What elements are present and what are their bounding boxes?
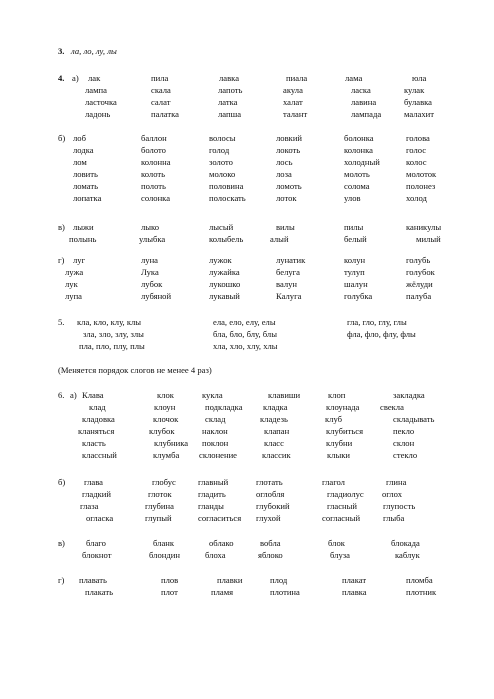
- exercise-6a-word: подкладка: [205, 402, 243, 412]
- exercise-6v-word: облако: [209, 538, 234, 548]
- exercise-6v-word: блоха: [205, 550, 226, 560]
- exercise-4g-word: палуба: [406, 291, 432, 301]
- exercise-4a-word: лак: [88, 73, 101, 83]
- exercise-4b-word: ловкий: [276, 133, 303, 143]
- section-3-number: 3.: [58, 46, 65, 56]
- exercise-4b-word: ломоть: [276, 181, 302, 191]
- exercise-4b-word: волосы: [209, 133, 236, 143]
- exercise-6a-word: клад: [89, 402, 106, 412]
- section-4g-label: г): [58, 255, 65, 265]
- exercise-4g-word: жёлуди: [406, 279, 433, 289]
- exercise-4a-word: скала: [151, 85, 171, 95]
- exercise-4g-word: лупа: [65, 291, 82, 301]
- exercise-6b-word: гладкий: [82, 489, 111, 499]
- exercise-6b-word: оглох: [382, 489, 403, 499]
- exercise-6b-word: гладить: [198, 489, 226, 499]
- section-5-note: (Меняется порядок слогов не менее 4 раз): [58, 365, 212, 375]
- exercise-4b-word: баллон: [141, 133, 167, 143]
- exercise-6g-word: плавки: [217, 575, 243, 585]
- section-6a-label: а): [70, 390, 77, 400]
- exercise-4a-word: лампа: [85, 85, 107, 95]
- exercise-6g-word: плотина: [270, 587, 300, 597]
- exercise-6b-word: глупость: [383, 501, 416, 511]
- exercise-6a-word: склонение: [199, 450, 238, 460]
- exercise-6b-word: согласный: [322, 513, 361, 523]
- exercise-6a-word: клубни: [326, 438, 353, 448]
- exercise-4a-word: лапоть: [218, 85, 243, 95]
- exercise-4g-word: лукошко: [209, 279, 241, 289]
- exercise-4a-word: лапша: [218, 109, 242, 119]
- exercise-4v-word: колыбель: [209, 234, 244, 244]
- exercise-4b-word: лоб: [73, 133, 86, 143]
- exercise-4a-word: булавка: [404, 97, 432, 107]
- exercise-6b-word: гласный: [327, 501, 357, 511]
- exercise-4g-word: лужайка: [209, 267, 240, 277]
- exercise-4g-word: лужок: [209, 255, 232, 265]
- exercise-5-syllables: пла, пло, плу, плы: [79, 341, 145, 351]
- exercise-6g-word: плавка: [342, 587, 367, 597]
- exercise-6a-word: свекла: [380, 402, 404, 412]
- exercise-5-syllables: кла, кло, клу, клы: [77, 317, 142, 327]
- exercise-6a-word: кукла: [202, 390, 223, 400]
- exercise-4a-word: пила: [151, 73, 169, 83]
- section-5-number: 5.: [58, 317, 65, 327]
- exercise-6v-word: бланк: [153, 538, 175, 548]
- exercise-4a-word: ласка: [351, 85, 371, 95]
- exercise-6g-word: пламя: [211, 587, 234, 597]
- section-3-text: ла, ло, лу, лы: [71, 46, 117, 56]
- exercise-4a-word: лама: [345, 73, 363, 83]
- section-6g-label: г): [58, 575, 65, 585]
- exercise-4v-word: лыжи: [73, 222, 94, 232]
- section-6b-label: б): [58, 477, 66, 487]
- exercise-6b-word: главный: [198, 477, 229, 487]
- exercise-4b-word: голод: [209, 145, 230, 155]
- exercise-4b-word: ловить: [73, 169, 98, 179]
- exercise-4b-word: голос: [406, 145, 427, 155]
- exercise-6v-word: блокнот: [82, 550, 112, 560]
- exercise-4b-word: колонка: [344, 145, 373, 155]
- exercise-4b-word: золото: [209, 157, 233, 167]
- exercise-4b-word: улов: [344, 193, 361, 203]
- exercise-4v-word: алый: [270, 234, 289, 244]
- exercise-4g-word: лукавый: [209, 291, 240, 301]
- exercise-6a-word: Клава: [82, 390, 104, 400]
- exercise-6g-word: плов: [161, 575, 179, 585]
- section-4v-label: в): [58, 222, 65, 232]
- exercise-4b-word: холод: [406, 193, 427, 203]
- exercise-6g-word: плакать: [85, 587, 114, 597]
- exercise-6b-word: глубокий: [256, 501, 290, 511]
- exercise-4b-word: молоток: [406, 169, 437, 179]
- exercise-6a-word: клумба: [153, 450, 180, 460]
- exercise-6v-word: блокада: [391, 538, 420, 548]
- exercise-6g-word: плавать: [79, 575, 107, 585]
- exercise-4a-word: палатка: [151, 109, 179, 119]
- exercise-4g-word: луна: [141, 255, 158, 265]
- exercise-6a-word: классный: [82, 450, 117, 460]
- exercise-4a-word: юла: [412, 73, 427, 83]
- exercise-4g-word: тулуп: [344, 267, 365, 277]
- exercise-4b-word: колос: [406, 157, 427, 167]
- exercise-4b-word: солонка: [141, 193, 171, 203]
- exercise-4a-word: пиала: [286, 73, 308, 83]
- exercise-6a-word: кладовка: [82, 414, 115, 424]
- exercise-6a-word: клоунада: [326, 402, 360, 412]
- exercise-4b-word: лоток: [276, 193, 297, 203]
- exercise-5-syllables: бла, бло, блу, блы: [213, 329, 277, 339]
- exercise-5-syllables: зла, зло, злу, злы: [83, 329, 144, 339]
- exercise-4b-word: холодный: [344, 157, 380, 167]
- section-4-number: 4.: [58, 73, 65, 83]
- exercise-4v-word: полынь: [69, 234, 97, 244]
- exercise-6a-word: клубника: [154, 438, 189, 448]
- exercise-5-syllables: хла, хло, хлу, хлы: [213, 341, 278, 351]
- exercise-6b-word: глупый: [145, 513, 172, 523]
- exercise-4g-word: лук: [65, 279, 78, 289]
- exercise-6v-word: благо: [86, 538, 106, 548]
- exercise-4g-word: лубок: [141, 279, 163, 289]
- exercise-6a-word: клыки: [327, 450, 351, 460]
- exercise-4a-word: кулак: [404, 85, 425, 95]
- exercise-6v-word: блондин: [149, 550, 180, 560]
- exercise-4g-word: голубь: [406, 255, 431, 265]
- exercise-6a-word: кланяться: [78, 426, 115, 436]
- exercise-4g-word: Калуга: [276, 291, 302, 301]
- exercise-4b-word: лось: [276, 157, 293, 167]
- exercise-6a-word: наклон: [202, 426, 228, 436]
- exercise-6a-word: кладка: [263, 402, 288, 412]
- exercise-4v-word: вилы: [276, 222, 295, 232]
- exercise-4v-word: каникулы: [406, 222, 442, 232]
- exercise-6a-word: клавиши: [268, 390, 301, 400]
- exercise-6a-word: клубиться: [326, 426, 364, 436]
- exercise-4a-word: лавина: [351, 97, 377, 107]
- exercise-4g-word: лубяной: [141, 291, 172, 301]
- exercise-6b-word: глаза: [80, 501, 99, 511]
- exercise-4b-word: лодка: [73, 145, 94, 155]
- exercise-4v-word: белый: [344, 234, 367, 244]
- exercise-4a-word: ладонь: [85, 109, 111, 119]
- exercise-4b-word: колоть: [141, 169, 166, 179]
- exercise-6b-word: глагол: [322, 477, 345, 487]
- exercise-4g-word: голубка: [344, 291, 373, 301]
- exercise-4v-word: лыко: [141, 222, 160, 232]
- exercise-6g-word: плакат: [342, 575, 367, 585]
- exercise-6v-word: каблук: [395, 550, 420, 560]
- exercise-4g-word: лужа: [65, 267, 84, 277]
- exercise-4b-word: полоть: [141, 181, 166, 191]
- exercise-4g-word: колун: [344, 255, 366, 265]
- exercise-4v-word: улыбка: [139, 234, 166, 244]
- exercise-4g-word: лунатик: [276, 255, 306, 265]
- exercise-4b-word: полоскать: [209, 193, 246, 203]
- exercise-4b-word: болото: [141, 145, 166, 155]
- section-4b-label: б): [58, 133, 66, 143]
- exercise-4b-word: лоза: [276, 169, 292, 179]
- exercise-4g-word: валун: [276, 279, 298, 289]
- exercise-4g-word: белуга: [276, 267, 300, 277]
- exercise-6a-word: клочок: [153, 414, 179, 424]
- exercise-4b-word: солома: [344, 181, 370, 191]
- exercise-4b-word: голова: [406, 133, 430, 143]
- exercise-6a-word: склон: [393, 438, 415, 448]
- exercise-4a-word: акула: [283, 85, 303, 95]
- exercise-4b-word: лопатка: [73, 193, 102, 203]
- exercise-5-syllables: гла, гло, глу, глы: [347, 317, 407, 327]
- exercise-6g-word: плотник: [406, 587, 437, 597]
- exercise-4g-word: Лука: [141, 267, 159, 277]
- exercise-6b-word: глава: [84, 477, 103, 487]
- exercise-6v-word: блок: [328, 538, 345, 548]
- exercise-6b-word: глубина: [145, 501, 174, 511]
- exercise-4g-word: луг: [73, 255, 86, 265]
- exercise-6v-word: вобла: [260, 538, 281, 548]
- exercise-6a-word: клоун: [154, 402, 176, 412]
- exercise-5-syllables: фла, фло, флу, флы: [347, 329, 416, 339]
- exercise-4a-word: лампада: [351, 109, 382, 119]
- exercise-4a-word: малахит: [404, 109, 435, 119]
- exercise-6a-word: складывать: [393, 414, 435, 424]
- exercise-6a-word: кладезь: [260, 414, 288, 424]
- exercise-6b-word: глина: [386, 477, 407, 487]
- exercise-6b-word: глухой: [256, 513, 281, 523]
- exercise-6b-word: глотать: [256, 477, 283, 487]
- exercise-4b-word: молоть: [344, 169, 370, 179]
- exercise-4b-word: болонка: [344, 133, 374, 143]
- exercise-6g-word: плод: [270, 575, 288, 585]
- exercise-5-syllables: ела, ело, елу, елы: [213, 317, 276, 327]
- exercise-6a-word: клоп: [328, 390, 346, 400]
- exercise-6b-word: глобус: [152, 477, 176, 487]
- exercise-6v-word: блуза: [330, 550, 350, 560]
- exercise-4b-word: колонна: [141, 157, 171, 167]
- exercise-6a-word: клапан: [264, 426, 290, 436]
- exercise-4b-word: локоть: [276, 145, 301, 155]
- exercise-6a-word: закладка: [393, 390, 425, 400]
- exercise-4b-word: половина: [209, 181, 244, 191]
- exercise-4a-word: ласточка: [85, 97, 117, 107]
- exercise-4b-word: лом: [73, 157, 87, 167]
- exercise-6b-word: гланды: [198, 501, 224, 511]
- exercise-6v-word: яблоко: [258, 550, 283, 560]
- exercise-6a-word: склад: [205, 414, 226, 424]
- exercise-6b-word: глоток: [148, 489, 172, 499]
- exercise-4g-word: шалун: [344, 279, 368, 289]
- exercise-6b-word: согласиться: [198, 513, 242, 523]
- exercise-6b-word: гладиолус: [327, 489, 364, 499]
- exercise-4b-word: молоко: [209, 169, 236, 179]
- exercise-4b-word: полонез: [406, 181, 436, 191]
- exercise-4g-word: голубок: [406, 267, 435, 277]
- exercise-6a-word: клок: [157, 390, 174, 400]
- exercise-4a-word: лавка: [219, 73, 240, 83]
- exercise-6a-word: класс: [264, 438, 284, 448]
- exercise-6a-word: класть: [82, 438, 106, 448]
- exercise-4a-word: талант: [283, 109, 308, 119]
- exercise-4b-word: ломать: [73, 181, 99, 191]
- exercise-4a-word: халат: [283, 97, 303, 107]
- exercise-6b-word: огласка: [86, 513, 114, 523]
- exercise-6a-word: стекло: [393, 450, 418, 460]
- exercise-4v-word: пилы: [344, 222, 364, 232]
- exercise-6a-word: поклон: [202, 438, 229, 448]
- section-6v-label: в): [58, 538, 65, 548]
- section-6-number: 6.: [58, 390, 65, 400]
- exercise-6g-word: плот: [161, 587, 178, 597]
- section-4a-label: а): [72, 73, 79, 83]
- exercise-6b-word: оглобля: [256, 489, 285, 499]
- exercise-6a-word: клубок: [149, 426, 175, 436]
- exercise-6g-word: пломба: [406, 575, 433, 585]
- exercise-4a-word: латка: [218, 97, 238, 107]
- exercise-4a-word: салат: [151, 97, 171, 107]
- exercise-4v-word: лысый: [209, 222, 234, 232]
- exercise-6a-word: клуб: [325, 414, 343, 424]
- exercise-6a-word: пекло: [393, 426, 415, 436]
- exercise-4v-word: милый: [416, 234, 441, 244]
- exercise-6a-word: классик: [262, 450, 291, 460]
- exercise-6b-word: глыба: [383, 513, 405, 523]
